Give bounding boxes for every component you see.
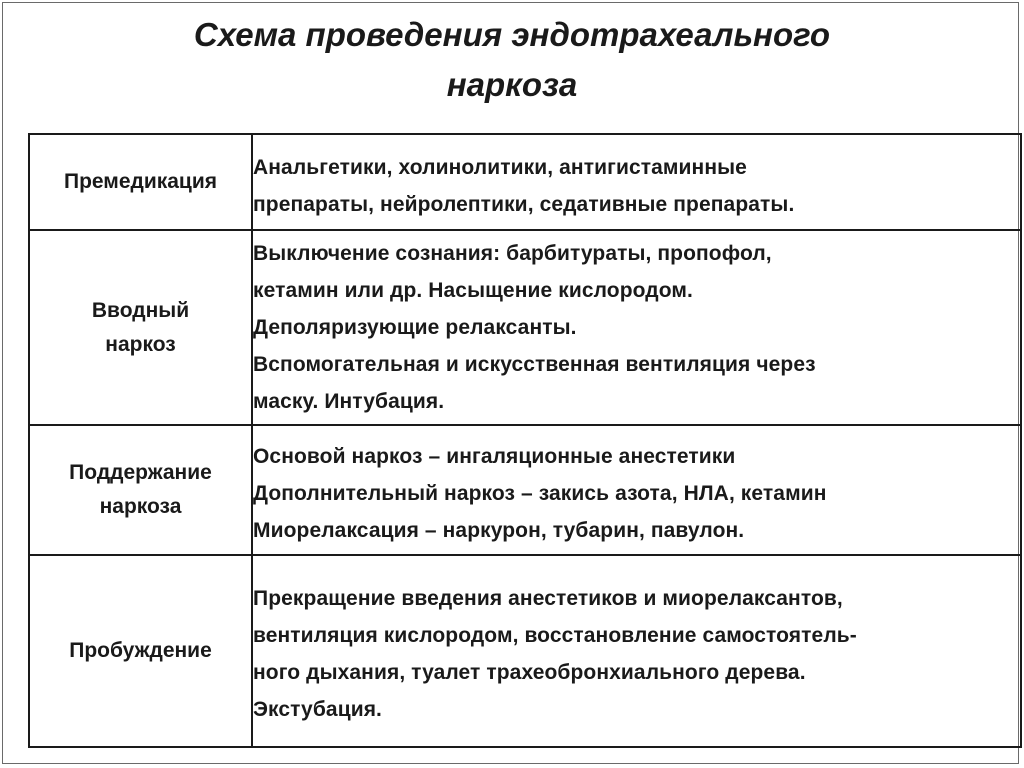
description-cell: [252, 555, 1021, 747]
stage-label: Вводный: [91, 298, 190, 322]
table-row-maintenance: [29, 425, 1021, 555]
description-line: Миорелаксация – наркурон, тубарин, павулон.: [253, 518, 745, 542]
title-line-2: наркоза: [446, 66, 578, 103]
description-line: вентиляция кислородом, восстановление самостоятель-: [253, 624, 857, 647]
stage-cell: [29, 134, 252, 230]
stage-label: Поддержание: [69, 461, 212, 484]
stage-label: наркоз: [105, 332, 176, 356]
table-row-awakening: [29, 555, 1021, 747]
description-cell: [252, 230, 1021, 425]
description-line: Анальгетики, холинолитики, антигистаминные: [253, 155, 747, 179]
stage-label: Премедикация: [63, 170, 218, 193]
stage-cell: [29, 555, 252, 747]
page-title: [0, 10, 1024, 110]
description-line: Прекращение введения анестетиков и миорелаксантов,: [253, 587, 843, 610]
stage-label: наркоза: [99, 495, 182, 518]
stage-label: Пробуждение: [69, 639, 212, 662]
description-line: ного дыхания, туалет трахеобронхиального дерева.: [253, 661, 806, 684]
title-line-1: Схема проведения эндотрахеального: [193, 16, 831, 53]
table-row-premedication: [29, 134, 1021, 230]
description-line: препараты, нейролептики, седативные препараты.: [253, 192, 795, 216]
table-row-induction: [29, 230, 1021, 425]
description-line: Основой наркоз – ингаляционные анестетики: [253, 444, 736, 468]
description-cell: [252, 425, 1021, 555]
description-line: Дополнительный наркоз – закись азота, НЛА, кетамин: [253, 481, 827, 505]
description-line: маску. Интубация.: [253, 390, 445, 413]
description-line: Деполяризующие релаксанты.: [253, 316, 577, 339]
description-line: Выключение сознания: барбитураты, пропофол,: [253, 242, 772, 265]
description-cell: [252, 134, 1021, 230]
stage-cell: [29, 425, 252, 555]
description-line: кетамин или др. Насыщение кислородом.: [253, 279, 693, 302]
description-line: Экстубация.: [253, 698, 382, 721]
anesthesia-scheme-table: [28, 133, 1022, 748]
description-line: Вспомогательная и искусственная вентиляция через: [253, 353, 816, 376]
stage-cell: [29, 230, 252, 425]
